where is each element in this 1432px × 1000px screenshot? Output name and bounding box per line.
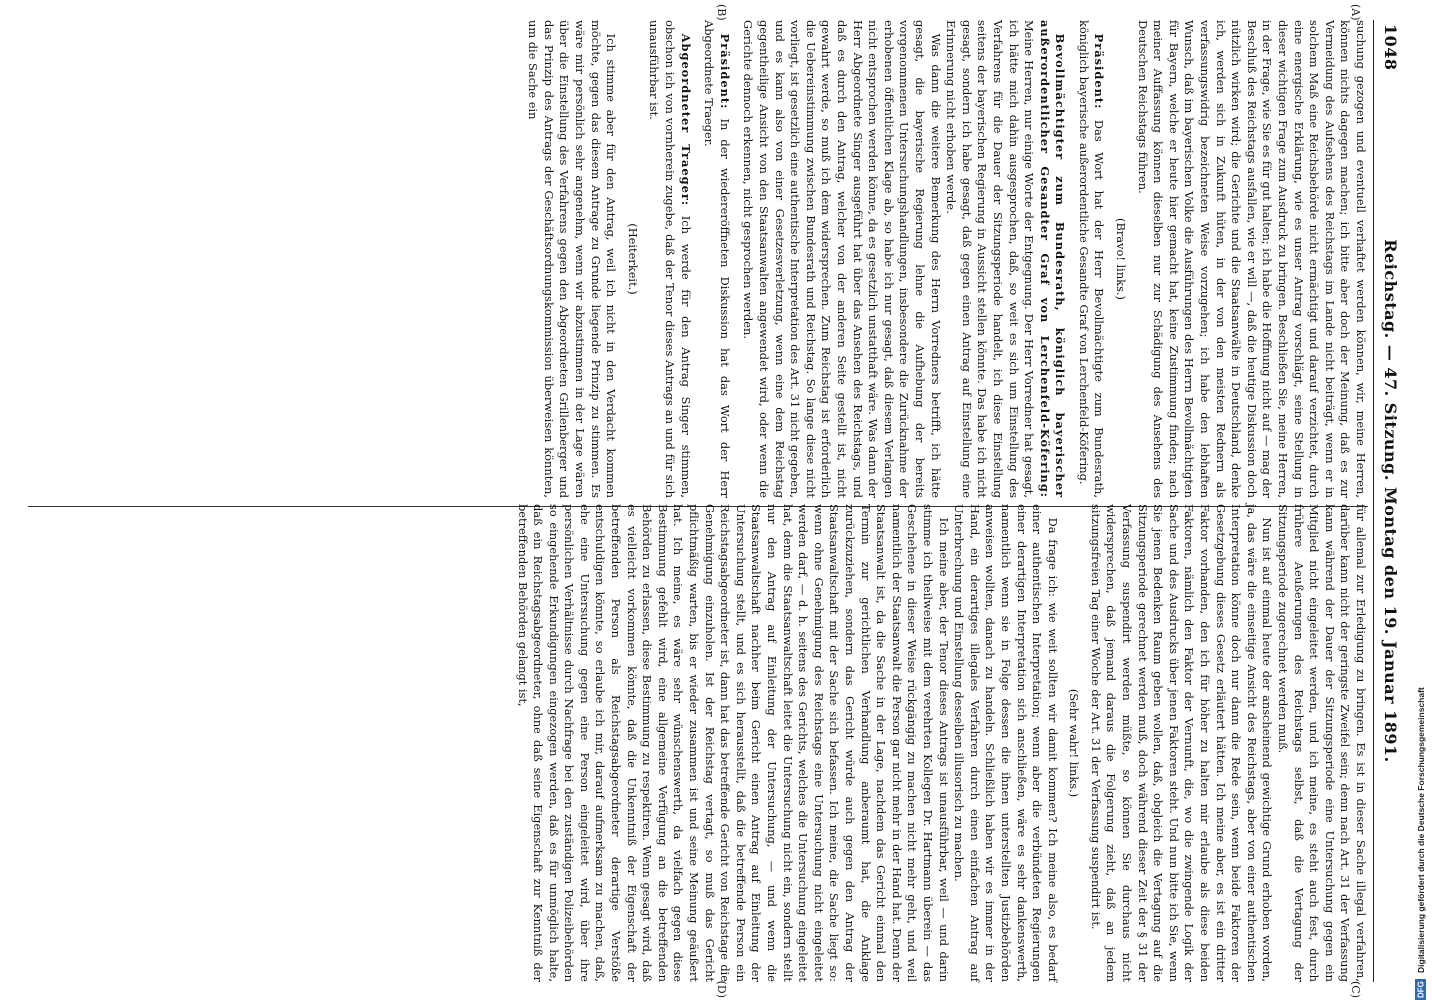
dfg-logo: DFG: [1416, 981, 1426, 998]
margin-mark-a: (A): [1349, 4, 1362, 21]
speech-text: Das Wort hat der Herr Bevollmächtigte zum Bundesrath, königlich bayerische außerordentliche Gesandte Graf von Lerchenfeld-Köfering.: [1076, 20, 1107, 498]
margin-mark-b: (B): [715, 4, 728, 21]
interjection: (Heiterkeit.): [625, 223, 640, 295]
speech-text: Ich werde für den Antrag Singer stimmen, obschon ich von vornherein zugebe, daß der Tenor dieses Antrags an und für sich unausführbar ist.: [647, 20, 693, 498]
speech-president-2: [701, 20, 732, 498]
paragraph: Nun ist auf einmal heute der anscheinend gewichtige Grund erhoben worden, ja, das wäre die einseitige Ansicht des Reichstags, aber von einer authentischen Interpretation könne doch nur dann die Rede sein, wenn beide Faktoren der Gesetzgebung dieses Gesetz erläutert hätten. Ich meine aber, es ist ein dritter Faktor vorhanden, den ich für höher zu halten mir erlaube als diese beiden Faktoren, nämlich den Faktor der Vernunft, die, wo die zwingende Logik der Sache und des Ausdrucks über jenen Faktoren steht. Und nun bitte ich Sie, wenn Sie jenen Bedenken Raum geben wollen, daß, obgleich die Vertagung auf die Sitzungsperiode gerechnet werden muß, doch während dieser Zeit der § 31 der Verfassung suspendirt werden müßte, so können Sie durchaus nicht widersprechen, daß jemand daraus die Folgerung zieht, daß an jedem sitzungsfreien Tag einer Woche der Art. 31 der Verfassung suspendirt ist.: [1088, 504, 1275, 982]
paragraph: für allemal zur Erledigung zu bringen. Es ist in dieser Sache illegal verfahren, darüber kann nicht der geringste Zweifel sein; denn nach Art. 31 der Verfassung kann während der Dauer der Sitzungsperiode eine Untersuchung gegen ein Mitglied nicht eingeleitet werden, und ich meine, es steht auch fest, durch frühere Aeußerungen des Reichstags selbst, daß die Vertagung der Sitzungsperiode zugerechnet werden muß.: [1276, 504, 1368, 982]
rotated-page: [20, 0, 1410, 1000]
paragraph: Da frage ich: wie weit sollten wir damit kommen? Ich meine also, es bedarf einer authentischen Interpretation; wenn aber die verbündeten Regierungen einer derartigen Interpretation sich anschließen, wäre es sehr dankenswerth, namentlich wenn sie in Folge dessen die ihnen unterstellten Justizbehörden anweisen wollten, danach zu handeln. Schließlich haben wir es immer in der Hand, ein derartiges illegales Verfahren durch einen einfachen Antrag auf Unterbrechung und Einstellung desselben illusorisch zu machen.: [952, 504, 1060, 982]
margin-mark-c: (C): [1349, 981, 1362, 998]
speech-text: In der wiedereröffneten Diskussion hat das Wort der Herr Abgeordnete Traeger.: [702, 20, 732, 499]
paragraph: Ich stimme aber für den Antrag, weil ich nicht in den Verdacht kommen möchte, gegen das diesem Antrage zu Grunde liegende Prinzip zu stimmen. Es wäre mir persönlich sehr angenehm, wenn wir abzustimmen in der Lage wären über die Einstellung des Verfahrens gegen den Abgeordneten Grillenberger und das Prinzip des Antrags der Geschäftsordnungskommission überweisen könnten, um die Sache ein: [526, 20, 619, 498]
interjection: (Bravo! links.): [1114, 218, 1129, 300]
page-number: 1048: [1381, 24, 1400, 71]
speech-text: Meine Herren, nur einige Worte der Entgegnung. Der Herr Vorredner hat gesagt, ich hätte mich dahin ausgesprochen, daß, so weit es sich um Einstellung des Verfahrens für die Dauer der Sitzungsperiode handelt, ich diese Einstellung seitens der bayerischen Regierung in Aussicht stellen könnte. Das habe ich nicht gesagt, sondern ich habe gesagt, daß gegen einen Antrag auf Einstellung eine Erinnerung nicht erhoben werde.: [944, 20, 1037, 498]
speaker-label: Präsident:: [717, 33, 732, 110]
margin-mark-d: (D): [715, 980, 728, 998]
page-title: Reichstag. — 47. Sitzung. Montag den 19. Januar 1891.: [1381, 239, 1400, 763]
paragraph: Was dann die weitere Bemerkung des Herrn Vorredners betrifft, ich hätte gesagt, die bayerische Regierung lehne die Aufhebung der bereits vorgenommenen Untersuchungshandlungen, insbesondere die Zurücknahme der erhobenen öffentlichen Klage ab, so habe ich nur gesagt, daß diesem Verlangen nicht entsprochen werden könne, da es gesetzlich unstatthaft wäre. Was dann der Herr Abgeordnete Singer ausgeführt hat über das Ansehen des Reichstags, und daß es durch den Antrag, welcher von der anderen Seite gestellt ist, nicht gewahrt werde, so muß ich dem widersprechen. Zum Reichstag ist erforderlich die Uebereinstimmung zwischen Bundesrath und Reichstag. So lange diese nicht vorliegt, ist gesetzlich eine authentische Interpretation des Art. 31 nicht gegeben, und es kann also von einer Gesetzesverletzung, wenn eine dem Reichstag gegentheilige Ansicht von den Staatsanwalten angewendet wird, oder wenn die Gerichte dennoch erkennen, nicht gesprochen werden.: [741, 20, 943, 498]
paragraph: suchung gezogen und eventuell verhaftet werden können, wir, meine Herren, können nichts dagegen machen; ich bitte aber doch der Meinung, daß es zur Vermeidung des Aufsehens des Reichstags im Lande nicht beiträgt, wenn er in solchem Maß eine Reichsbehörde nicht ermächtigt und darauf verzichtet, durch eine energische Erklärung, wie es unser Antrag vorschlägt, seine Stellung in dieser wichtigen Frage zum Ausdruck zu bringen. Beschließen Sie, meine Herren, in der Frage, wie Sie es für gut halten; ich habe die Hoffnung nicht auf — mag der Beschluß des Reichstags ausfallen, wie er will —, daß die heutige Diskussion doch nützlich wirken wird; die Gerichte und die Staatsanwälte in Deutschland, denke ich, werden sich in Zukunft hüten, in der von den meisten Rednern als verfassungswidrig bezeichneten Weise vorzugehen; ich habe den lebhaften Wunsch, daß im bayerischen Volke die Ausführungen des Herrn Bevollmächtigten für Bayern, welche er heute hier gemacht hat, keine Zustimmung finden; nach meiner Auffassung können dieselben nur zur Schädigung des Ansehens des Deutschen Reichstags führen.: [1135, 20, 1368, 498]
text-columns: [28, 4, 1368, 998]
footer-text: Digitalisierung gefördert durch die Deutsche Forschungsgemeinschaft: [1416, 687, 1426, 974]
speaker-label: Bevollmächtigter zum Bundesrath, königlich bayerischer außerordentlicher Gesandter Graf von Lerchenfeld-Köfering:: [1037, 20, 1068, 498]
page-header: [1373, 20, 1404, 982]
speech-president-1: [1075, 20, 1106, 498]
speaker-label: Präsident:: [1092, 33, 1107, 110]
left-column: [28, 20, 1368, 498]
right-column: [28, 504, 1368, 982]
speaker-label: Abgeordneter Traeger:: [678, 33, 693, 207]
speech-traeger: [646, 20, 693, 498]
interjection: (Sehr wahr! links.): [1067, 688, 1082, 798]
paragraph: Ich meine aber, der Tenor dieses Antrags ist unausführbar, weil — und darin stimme ich theilweise mit dem verehrten Kollegen Dr. Hartmann überein — das Geschehene in dieser Weise rückgängig zu machen nicht mehr geht, und weil namentlich der Staatsanwalt die Person gar nicht mehr in der Hand hat. Denn der Staatsanwalt ist, da die Sache in der Lage, nachdem das Gericht einmal den Termin zur gerichtlichen Verhandlung anberaumt hat, die Anklage zurückzuziehen, sondern das Gericht würde auch gegen den Antrag der Staatsanwaltschaft mit der Sache sich befassen. Ich meine, die Sache liegt so: wenn ohne Genehmigung des Reichstags eine Untersuchung nicht eingeleitet werden darf, — d. h. seitens des Gerichts, welches die Untersuchung eingeleitet hat, denn die Staatsanwaltschaft leitet die Untersuchung nicht ein, sondern stellt nur den Antrag auf Einleitung der Untersuchung, — und wenn die Staatsanwaltschaft nachher beim Gericht einen Antrag auf Einleitung der Untersuchung stellt, und es sich herausstellt, daß die betreffende Person ein Reichstagsabgeordneter ist, dann hat das betreffende Gericht von Reichstage die Genehmigung einzuholen. Ist der Reichstag vertagt, so muß das Gericht pflichtmäßig warten, bis er wieder zusammen ist und seine Meinung geäußert hat. Ich meine, es wäre sehr wünschenswerth, da vielfach gegen diese Bestimmung gefehlt wird, eine allgemeine Verfügung an die betreffenden Behörden zu erlassen, diese Bestimmung zu respektiren. Wenn gesagt wird, daß es vielleicht vorkommen könnte, daß die Unkenntniß der Eigenschaft der betreffenden Person als Reichstagsabgeordneter derartige Verstöße entschuldigen könnte, so erlaube ich mir, darauf aufmerksam zu machen, daß, ehe eine Untersuchung gegen eine Person eingeleitet wird, über ihre persönlichen Verhältnisse durch Nachfrage bei den zuständigen Polizeibehörden so eingehende Erkundigungen eingezogen werden, daß es für unmöglich halte, daß ein Reichstagsabgeordneter, ohne daß seine Eigenschaft zur Kenntniß der betreffenden Behörden gelangt ist,: [515, 504, 951, 982]
digitization-footer: [1412, 0, 1430, 1000]
speech-lerchenfeld: [943, 20, 1068, 498]
